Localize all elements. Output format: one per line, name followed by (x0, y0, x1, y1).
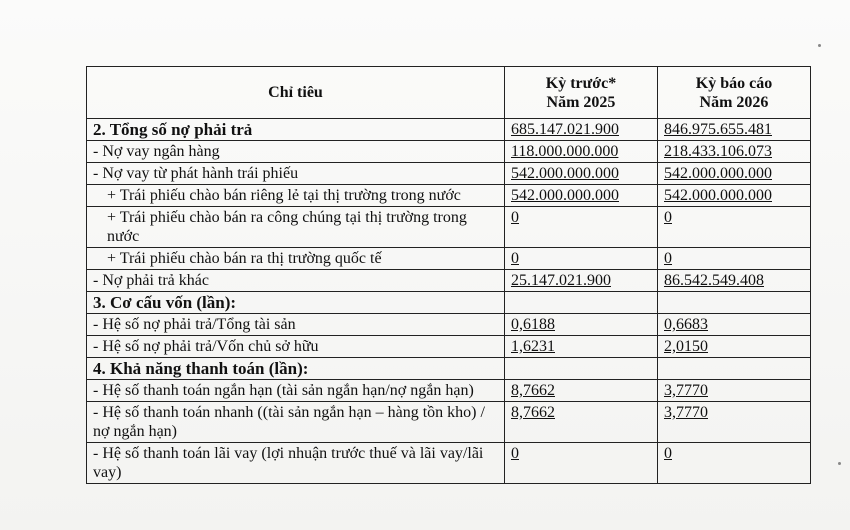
row-prev-value (505, 358, 658, 380)
row-prev-value: 25.147.021.900 (505, 270, 658, 292)
header-prev-line1: Kỳ trước* (545, 74, 617, 92)
table-row (87, 141, 811, 163)
table-row (87, 207, 811, 248)
row-prev-value: 685.147.021.900 (505, 119, 658, 141)
table-row (87, 119, 811, 141)
table-row (87, 443, 811, 484)
row-label: 4. Khả năng thanh toán (lần): (87, 358, 505, 380)
row-prev-value: 8,7662 (505, 402, 658, 443)
table-row (87, 380, 811, 402)
row-curr-value (658, 358, 811, 380)
row-label: - Hệ số thanh toán nhanh ((tài sản ngắn hạn – hàng tồn kho) / nợ ngắn hạn) (87, 402, 505, 443)
table-row (87, 248, 811, 270)
table-row (87, 402, 811, 443)
row-prev-value: 0 (505, 248, 658, 270)
row-curr-value: 2,0150 (658, 336, 811, 358)
row-curr-value: 0,6683 (658, 314, 811, 336)
header-indicator: Chỉ tiêu (87, 67, 505, 119)
row-prev-value: 542.000.000.000 (505, 185, 658, 207)
row-label: + Trái phiếu chào bán ra công chúng tại thị trường trong nước (87, 207, 505, 248)
table-row (87, 292, 811, 314)
row-prev-value: 1,6231 (505, 336, 658, 358)
row-curr-value: 542.000.000.000 (658, 185, 811, 207)
header-reporting-period (658, 67, 811, 119)
row-curr-value: 0 (658, 207, 811, 248)
table-row (87, 358, 811, 380)
table-row (87, 314, 811, 336)
row-label: 3. Cơ cấu vốn (lần): (87, 292, 505, 314)
row-curr-value: 0 (658, 443, 811, 484)
row-label: - Hệ số nợ phải trả/Tổng tài sản (87, 314, 505, 336)
row-curr-value: 86.542.549.408 (658, 270, 811, 292)
header-prev-line2: Năm 2025 (546, 93, 616, 111)
row-curr-value: 3,7770 (658, 402, 811, 443)
row-label: - Nợ phải trả khác (87, 270, 505, 292)
row-label: + Trái phiếu chào bán ra thị trường quốc tế (87, 248, 505, 270)
row-prev-value: 0 (505, 443, 658, 484)
row-label: - Hệ số thanh toán ngắn hạn (tài sản ngắn hạn/nợ ngắn hạn) (87, 380, 505, 402)
table-row (87, 163, 811, 185)
row-curr-value: 3,7770 (658, 380, 811, 402)
row-curr-value (658, 292, 811, 314)
financial-indicators-table (86, 66, 811, 484)
scan-speck (818, 44, 821, 47)
row-prev-value: 8,7662 (505, 380, 658, 402)
row-label: - Hệ số nợ phải trả/Vốn chủ sở hữu (87, 336, 505, 358)
row-label: - Nợ vay từ phát hành trái phiếu (87, 163, 505, 185)
row-curr-value: 0 (658, 248, 811, 270)
row-prev-value: 542.000.000.000 (505, 163, 658, 185)
header-curr-line2: Năm 2026 (699, 93, 769, 111)
row-label: + Trái phiếu chào bán riêng lẻ tại thị trường trong nước (87, 185, 505, 207)
row-prev-value: 0,6188 (505, 314, 658, 336)
row-prev-value: 0 (505, 207, 658, 248)
row-label: - Hệ số thanh toán lãi vay (lợi nhuận trước thuế và lãi vay/lãi vay) (87, 443, 505, 484)
row-curr-value: 542.000.000.000 (658, 163, 811, 185)
row-label: 2. Tổng số nợ phải trả (87, 119, 505, 141)
header-curr-line1: Kỳ báo cáo (695, 74, 773, 92)
table-row (87, 185, 811, 207)
table-row (87, 336, 811, 358)
row-curr-value: 846.975.655.481 (658, 119, 811, 141)
row-label: - Nợ vay ngân hàng (87, 141, 505, 163)
row-prev-value: 118.000.000.000 (505, 141, 658, 163)
table-row (87, 270, 811, 292)
row-curr-value: 218.433.106.073 (658, 141, 811, 163)
header-previous-period (505, 67, 658, 119)
scan-speck (838, 462, 841, 465)
header-row (87, 67, 811, 119)
row-prev-value (505, 292, 658, 314)
